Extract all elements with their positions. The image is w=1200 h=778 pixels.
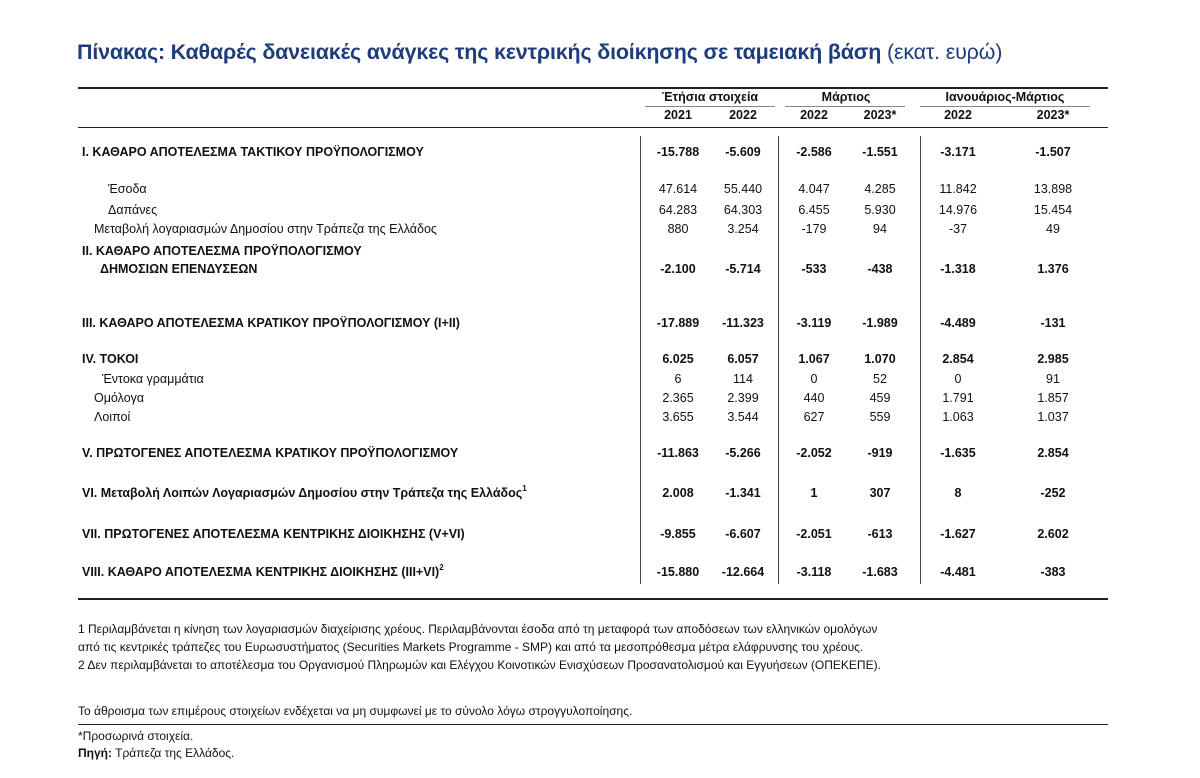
table-cell: -17.889: [656, 316, 700, 330]
footnote-marker: 1: [522, 484, 527, 493]
table-cell: 6.455: [798, 203, 830, 217]
table-cell: 64.303: [723, 203, 763, 217]
row-label-text: VIII. ΚΑΘΑΡΟ ΑΠΟΤΕΛΕΣΜΑ ΚΕΝΤΡΙΚΗΣ ΔΙΟΙΚΗΣΗΣ (III+VI): [82, 565, 440, 579]
table-cell: 91: [1046, 372, 1060, 386]
table-cell: -11.323: [722, 316, 764, 330]
table-cell: -2.052: [796, 446, 832, 460]
table-cell: 1.037: [1037, 410, 1069, 424]
row-label-text: VII. ΠΡΩΤΟΓΕΝΕΣ ΑΠΟΤΕΛΕΣΜΑ ΚΕΝΤΡΙΚΗΣ ΔΙΟΙΚΗΣΗΣ (V+VI): [82, 527, 465, 541]
table-cell: -2.100: [660, 262, 696, 276]
table-cell: -919: [867, 446, 893, 460]
header-group-jan-march: Ιανουάριος-Μάρτιος: [945, 90, 1065, 104]
row-label: [82, 352, 138, 366]
table-cell: 1.063: [942, 410, 974, 424]
row-label: [94, 410, 130, 424]
row-label: [94, 222, 437, 236]
table-cell: 64.283: [658, 203, 698, 217]
row-label: [82, 565, 444, 579]
provisional-note: *Προσωρινά στοιχεία.: [78, 729, 194, 743]
table-cell: 15.454: [1033, 203, 1073, 217]
footer-divider: [78, 724, 1108, 725]
table-cell: 2.985: [1037, 352, 1069, 366]
table-cell: -252: [1040, 486, 1066, 500]
table-cell: -1.635: [940, 446, 976, 460]
table-cell: -6.607: [725, 527, 761, 541]
table-cell: -15.880: [656, 565, 700, 579]
header-year: 2021: [664, 108, 692, 122]
table-cell: -3.118: [796, 565, 832, 579]
table-cell: 2.008: [662, 486, 694, 500]
table-cell: -383: [1040, 565, 1066, 579]
table-cell: 47.614: [658, 182, 698, 196]
table-cell: 559: [869, 410, 891, 424]
table-top-rule: [78, 87, 1108, 89]
table-cell: -37: [948, 222, 968, 236]
row-label-text: Δαπάνες: [108, 203, 158, 217]
row-label-text: V. ΠΡΩΤΟΓΕΝΕΣ ΑΠΟΤΕΛΕΣΜΑ ΚΡΑΤΙΚΟΥ ΠΡΟΫΠΟΛΟΓΙΣΜΟΥ: [82, 446, 459, 460]
footnote-1-line-1: 1 Περιλαμβάνεται η κίνηση των λογαριασμών διαχείρισης χρέους. Περιλαμβάνονται έσοδα από τη μεταφορά των αποδόσεων των ελληνικών ομολόγων: [78, 622, 878, 636]
row-label: [94, 391, 144, 405]
table-cell: -3.171: [940, 145, 976, 159]
table-cell: -15.788: [656, 145, 700, 159]
table-cell: 2.602: [1037, 527, 1069, 541]
table-cell: -1.341: [725, 486, 761, 500]
table-cell: 3.254: [727, 222, 759, 236]
footnote-2: 2 Δεν περιλαμβάνεται το αποτέλεσμα του Οργανισμού Πληρωμών και Ελέγχου Κοινοτικών Ενισχύσεων Προσανατολισμού και Εγγυήσεων (ΟΠΕΚΕΠΕ).: [78, 658, 881, 672]
row-label: [82, 316, 460, 330]
table-cell: 2.854: [942, 352, 974, 366]
table-cell: 2.365: [662, 391, 694, 405]
table-cell: 4.047: [798, 182, 830, 196]
rounding-note: Το άθροισμα των επιμέρους στοιχείων ενδέχεται να μη συμφωνεί με το σύνολο λόγω στρογγυλοποίησης.: [78, 704, 633, 718]
table-cell: 14.976: [938, 203, 978, 217]
row-label-text: IV. ΤΟΚΟΙ: [82, 352, 139, 366]
table-cell: -4.489: [940, 316, 976, 330]
table-cell: -5.714: [725, 262, 761, 276]
table-cell: 4.285: [864, 182, 896, 196]
table-cell: 94: [873, 222, 887, 236]
table-cell: -1.989: [862, 316, 898, 330]
row-label: [108, 182, 147, 196]
table-cell: 52: [873, 372, 887, 386]
table-cell: -1.318: [940, 262, 976, 276]
table-cell: 307: [869, 486, 891, 500]
table-cell: 49: [1046, 222, 1060, 236]
table-cell: -1.627: [940, 527, 976, 541]
table-cell: 6: [674, 372, 682, 386]
row-label-text: III. ΚΑΘΑΡΟ ΑΠΟΤΕΛΕΣΜΑ ΚΡΑΤΙΚΟΥ ΠΡΟΫΠΟΛΟΓΙΣΜΟΥ (I+II): [82, 316, 460, 330]
header-year: 2022: [944, 108, 972, 122]
table-cell: -1.551: [862, 145, 898, 159]
table-cell: -5.609: [725, 145, 761, 159]
header-group-underline: [645, 106, 775, 107]
table-cell: -438: [867, 262, 893, 276]
table-cell: 6.025: [662, 352, 694, 366]
table-cell: 627: [803, 410, 825, 424]
title-unit: (εκατ. ευρώ): [887, 40, 1003, 64]
table-cell: 11.842: [939, 182, 977, 196]
table-cell: -9.855: [660, 527, 696, 541]
source-note: [78, 746, 234, 760]
table-cell: 0: [810, 372, 818, 386]
table-cell: 114: [733, 372, 753, 386]
row-label-text: I. ΚΑΘΑΡΟ ΑΠΟΤΕΛΕΣΜΑ ΤΑΚΤΙΚΟΥ ΠΡΟΫΠΟΛΟΓΙΣΜΟΥ: [82, 145, 424, 159]
table-cell: 3.655: [662, 410, 694, 424]
header-group-march: Μάρτιος: [821, 90, 871, 104]
table-cell: 1.070: [864, 352, 896, 366]
row-label-text: Έσοδα: [108, 182, 147, 196]
header-group-underline: [785, 106, 905, 107]
row-label: [102, 372, 204, 386]
table-cell: -131: [1040, 316, 1066, 330]
row-label: [82, 244, 362, 258]
page-title: [77, 40, 1002, 65]
row-label-text: Μεταβολή λογαριασμών Δημοσίου στην Τράπεζα της Ελλάδος: [94, 222, 437, 236]
table-cell: 5.930: [864, 203, 896, 217]
table-cell: 8: [954, 486, 962, 500]
column-separator: [640, 136, 641, 584]
table-cell: 2.399: [727, 391, 759, 405]
row-label-text: Ομόλογα: [94, 391, 145, 405]
table-cell: -1.683: [862, 565, 898, 579]
table-cell: 55.440: [723, 182, 763, 196]
row-label: [82, 145, 424, 159]
row-label-text: Έντοκα γραμμάτια: [102, 372, 204, 386]
table-cell: -2.051: [796, 527, 832, 541]
table-cell: 1: [810, 486, 818, 500]
table-cell: 1.376: [1037, 262, 1069, 276]
table-cell: 880: [667, 222, 689, 236]
source-label: Πηγή:: [78, 746, 112, 760]
row-label: [82, 486, 527, 500]
header-bottom-rule: [78, 127, 1108, 128]
table-cell: -3.119: [796, 316, 832, 330]
table-cell: 0: [954, 372, 962, 386]
table-cell: -179: [801, 222, 827, 236]
header-group-annual: Έτήσια στοιχεία: [661, 90, 759, 104]
row-label-text: VI. Μεταβολή Λοιπών Λογαριασμών Δημοσίου στην Τράπεζα της Ελλάδος: [82, 486, 523, 500]
table-cell: -533: [801, 262, 827, 276]
table-cell: 1.857: [1037, 391, 1069, 405]
table-cell: 440: [803, 391, 825, 405]
table-cell: -613: [867, 527, 893, 541]
footnote-marker: 2: [439, 563, 444, 572]
title-main: Πίνακας: Καθαρές δανειακές ανάγκες της κεντρικής διοίκησης σε ταμειακή βάση: [77, 40, 882, 64]
table-cell: -4.481: [940, 565, 976, 579]
header-year: 2023*: [1036, 108, 1070, 122]
table-cell: 459: [869, 391, 891, 405]
header-year: 2022: [800, 108, 828, 122]
column-separator: [920, 136, 921, 584]
row-label-line-2: ΔΗΜΟΣΙΩΝ ΕΠΕΝΔΥΣΕΩΝ: [100, 262, 258, 276]
table-cell: 13.898: [1033, 182, 1073, 196]
table-cell: -5.266: [725, 446, 761, 460]
header-year: 2022: [729, 108, 757, 122]
header-group-underline: [920, 106, 1090, 107]
table-cell: 3.544: [727, 410, 759, 424]
table-cell: -11.863: [657, 446, 699, 460]
footnote-1-line-2: από τις κεντρικές τράπεζες του Ευρωσυστήματος (Securities Markets Programme - SMP) και από τα μεσοπρόθεσμα μέτρα ελάφρυνσης του χρέους.: [78, 640, 864, 654]
table-cell: 1.791: [942, 391, 974, 405]
header-year: 2023*: [863, 108, 897, 122]
table-bottom-rule: [78, 598, 1108, 600]
row-label: [82, 527, 465, 541]
table-cell: -2.586: [796, 145, 832, 159]
table-cell: -1.507: [1035, 145, 1071, 159]
row-label: [82, 446, 458, 460]
source-value: Τράπεζα της Ελλάδος.: [115, 746, 235, 760]
table-cell: 1.067: [798, 352, 830, 366]
row-label: [108, 203, 157, 217]
table-cell: 6.057: [727, 352, 759, 366]
table-cell: 2.854: [1037, 446, 1069, 460]
row-label-text: Λοιποί: [94, 410, 131, 424]
row-label-text: II. ΚΑΘΑΡΟ ΑΠΟΤΕΛΕΣΜΑ ΠΡΟΫΠΟΛΟΓΙΣΜΟΥ: [82, 244, 362, 258]
table-cell: -12.664: [721, 565, 765, 579]
